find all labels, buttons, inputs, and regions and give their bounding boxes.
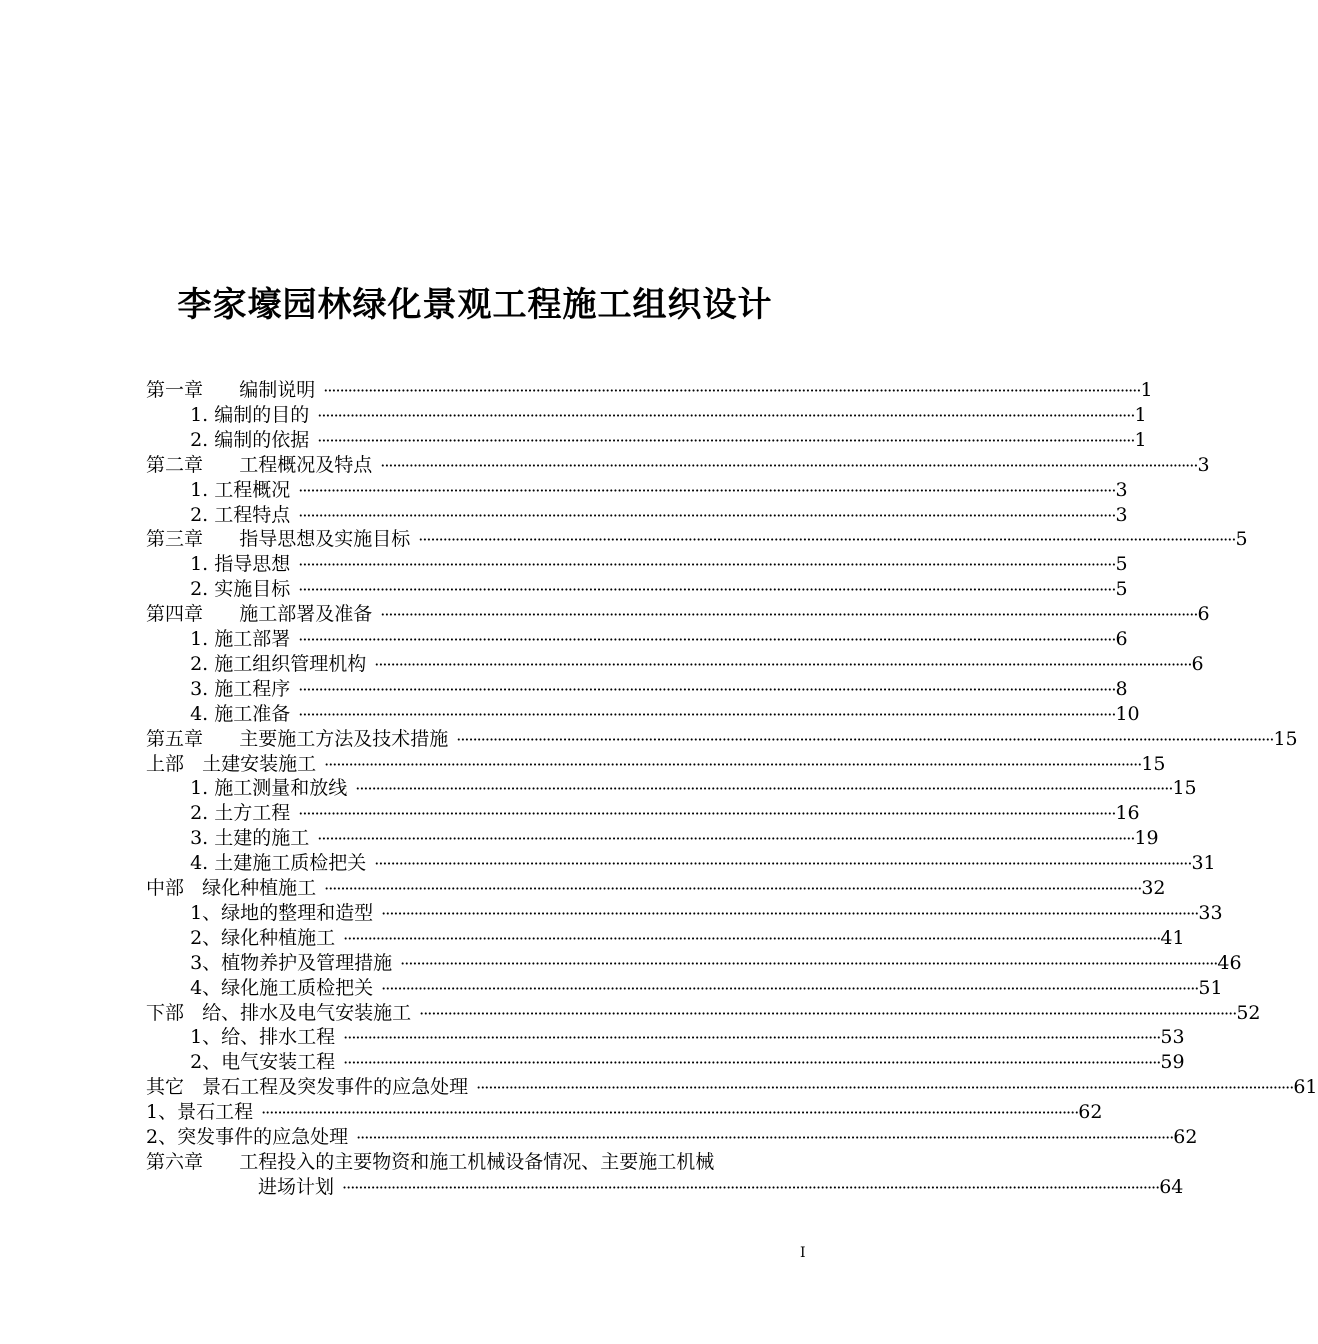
toc-entry: [178, 552, 1128, 577]
toc-entry-page: 61: [1293, 1076, 1318, 1099]
toc-entry: [146, 378, 1153, 403]
toc-dot-leader: ········································································································································································································: [298, 804, 1116, 824]
toc-dot-leader: ········································································································································································································: [381, 903, 1199, 923]
toc-entry-page: 5: [1115, 578, 1128, 601]
toc-dot-leader: ········································································································································································································: [356, 1128, 1174, 1147]
toc-entry-page: 32: [1141, 877, 1166, 899]
toc-entry: [178, 901, 1223, 926]
toc-entry-page: 62: [1078, 1101, 1103, 1124]
toc-entry-page: 33: [1198, 901, 1223, 924]
toc-entry-label: 1. 施工部署: [178, 628, 291, 650]
toc-entry-page: 3: [1115, 503, 1128, 526]
toc-dot-leader: ········································································································································································································: [476, 1078, 1294, 1098]
toc-entry-page: 5: [1115, 553, 1128, 576]
toc-entry-page: 62: [1173, 1126, 1198, 1148]
toc-entry: [146, 876, 1166, 901]
toc-entry-page: 6: [1191, 652, 1204, 675]
toc-entry: [258, 1175, 1184, 1200]
toc-entry-label: 2. 施工组织管理机构: [178, 652, 367, 675]
toc-dot-leader: ········································································································································································································: [381, 978, 1199, 998]
toc-dot-leader: ········································································································································································································: [317, 829, 1135, 849]
toc-entry: [146, 1125, 1198, 1150]
toc-dot-leader: ········································································································································································································: [400, 953, 1218, 973]
toc-entry: [146, 527, 1248, 552]
toc-entry: [178, 1025, 1185, 1050]
toc-dot-leader: ········································································································································································································: [298, 480, 1116, 500]
toc-dot-leader: ········································································································································································································: [298, 679, 1116, 699]
toc-entry: [178, 403, 1147, 428]
toc-entry-page: 15: [1273, 727, 1298, 750]
toc-entry-label: 2. 土方工程: [178, 802, 291, 825]
toc-entry-label: 上部 土建安装施工: [146, 752, 317, 775]
toc-dot-leader: ········································································································································································································: [298, 580, 1116, 600]
toc-entry-label: 1. 编制的目的: [178, 403, 310, 426]
toc-entry: [178, 926, 1185, 951]
toc-entry: [146, 727, 1298, 752]
toc-dot-leader: ········································································································································································································: [317, 430, 1135, 450]
toc-dot-leader: ········································································································································································································: [343, 928, 1161, 948]
toc-entry-page: 3: [1197, 453, 1210, 476]
toc-entry-page: 19: [1134, 827, 1159, 850]
toc-dot-leader: ········································································································································································································: [456, 729, 1274, 749]
toc-dot-leader: ········································································································································································································: [374, 654, 1192, 674]
toc-entry-page: 52: [1236, 1001, 1261, 1024]
toc-dot-leader: ········································································································································································································: [261, 1103, 1079, 1123]
toc-entry: [178, 951, 1242, 976]
toc-entry-page: 46: [1217, 951, 1242, 974]
toc-entry-label: 1、景石工程: [146, 1101, 254, 1124]
toc-entry-label: 3. 土建的施工: [178, 827, 310, 850]
toc-entry: [178, 1050, 1185, 1075]
toc-entry: [178, 503, 1128, 528]
toc-entry-page: 6: [1197, 603, 1210, 626]
toc-entry: [146, 1150, 812, 1175]
toc-entry-label: 4. 土建施工质检把关: [178, 852, 367, 875]
toc-dot-leader: ········································································································································································································: [298, 630, 1116, 649]
toc-entry-label: 第三章 指导思想及实施目标: [146, 528, 411, 551]
toc-entry: [178, 776, 1197, 801]
toc-dot-leader: ········································································································································································································: [355, 779, 1173, 799]
toc-entry-label: 第六章 工程投入的主要物资和施工机械设备情况、主要施工机械: [146, 1150, 715, 1173]
toc-entry-label: 其它 景石工程及突发事件的应急处理: [146, 1076, 469, 1099]
toc-entry-label: 1、绿地的整理和造型: [178, 901, 374, 924]
toc-dot-leader: ········································································································································································································: [317, 405, 1135, 425]
toc-entry: [146, 752, 1166, 777]
toc-entry-label: 4、绿化施工质检把关: [178, 976, 374, 999]
toc-entry-label: 第一章 编制说明: [146, 379, 316, 401]
toc-dot-leader: ········································································································································································································: [324, 879, 1142, 898]
toc-dot-leader: ········································································································································································································: [343, 1028, 1161, 1048]
toc-entry-label: 第五章 主要施工方法及技术措施: [146, 727, 449, 750]
toc-dot-leader: ········································································································································································································: [298, 704, 1116, 724]
toc-entry-label: 2. 编制的依据: [178, 428, 310, 451]
toc-entry-label: 1. 施工测量和放线: [178, 777, 348, 800]
toc-entry: [178, 652, 1204, 677]
toc-entry-label: 2、电气安装工程: [178, 1051, 336, 1074]
toc-entry-page: 8: [1115, 677, 1128, 700]
toc-entry: [178, 478, 1128, 503]
toc-entry-page: 3: [1115, 478, 1128, 501]
toc-entry-label: 第二章 工程概况及特点: [146, 453, 373, 476]
toc-entry-page: 5: [1235, 528, 1248, 551]
toc-dot-leader: ········································································································································································································: [374, 854, 1192, 874]
toc-entry-label: 第四章 施工部署及准备: [146, 603, 373, 626]
toc-dot-leader: ········································································································································································································: [323, 381, 1141, 400]
toc-entry-label: 2. 工程特点: [178, 503, 291, 526]
toc-dot-leader: ········································································································································································································: [380, 455, 1198, 475]
toc-entry-label: 1、给、排水工程: [178, 1026, 336, 1049]
toc-entry-label: 进场计划: [258, 1175, 335, 1198]
toc-entry-page: 10: [1115, 702, 1140, 725]
toc-entry: [178, 428, 1147, 453]
toc-entry: [178, 627, 1128, 652]
toc-dot-leader: ········································································································································································································: [324, 754, 1142, 774]
toc-entry-label: 2、突发事件的应急处理: [146, 1126, 349, 1148]
toc-dot-leader: ········································································································································································································: [298, 505, 1116, 525]
toc-entry-label: 4. 施工准备: [178, 702, 291, 725]
toc-entry-page: 31: [1191, 852, 1216, 875]
toc-dot-leader: ········································································································································································································: [418, 530, 1236, 550]
toc-entry: [178, 677, 1128, 702]
toc-entry-page: 59: [1160, 1051, 1185, 1074]
toc-entry-label: 下部 给、排水及电气安装施工: [146, 1001, 412, 1024]
toc-entry-label: 3、植物养护及管理措施: [178, 951, 393, 974]
toc-entry-label: 2. 实施目标: [178, 578, 291, 601]
toc-entry-page: 1: [1134, 403, 1147, 426]
toc-entry-page: 51: [1198, 976, 1223, 999]
toc-entry: [178, 826, 1159, 851]
toc-entry-page: 64: [1159, 1175, 1184, 1198]
document-title: 李家壕园林绿化景观工程施工组织设计: [177, 285, 773, 325]
toc-entry-page: 41: [1160, 926, 1185, 949]
toc-entry-label: 1. 工程概况: [178, 478, 291, 501]
toc-entry: [178, 577, 1128, 602]
toc-entry-page: 1: [1134, 428, 1147, 451]
page-number: I: [800, 1245, 806, 1261]
toc-dot-leader: ········································································································································································································: [298, 555, 1116, 575]
toc-entry: [178, 702, 1140, 727]
toc-dot-leader: ········································································································································································································: [342, 1177, 1160, 1197]
toc-dot-leader: ········································································································································································································: [419, 1003, 1237, 1023]
toc-entry-page: 15: [1141, 752, 1166, 775]
toc-dot-leader: ········································································································································································································: [343, 1053, 1161, 1073]
toc-entry: [178, 976, 1223, 1001]
toc-entry-label: 1. 指导思想: [178, 553, 291, 576]
toc-entry-page: 53: [1160, 1026, 1185, 1049]
toc-entry: [146, 1075, 1318, 1100]
toc-entry-page: 1: [1140, 379, 1153, 401]
toc-entry: [178, 851, 1216, 876]
toc-entry-label: 3. 施工程序: [178, 677, 291, 700]
toc-entry: [146, 1100, 1103, 1125]
toc-entry: [146, 453, 1210, 478]
toc-entry: [146, 602, 1210, 627]
toc-entry-label: 中部 绿化种植施工: [146, 877, 317, 899]
toc-entry-page: 15: [1172, 777, 1197, 800]
toc-dot-leader: ········································································································································································································: [380, 605, 1198, 625]
toc-entry-label: 2、绿化种植施工: [178, 926, 336, 949]
toc-entry-page: 16: [1115, 802, 1140, 825]
toc-entry: [146, 1001, 1261, 1026]
toc-entry-page: 6: [1115, 628, 1128, 650]
toc-entry: [178, 801, 1140, 826]
